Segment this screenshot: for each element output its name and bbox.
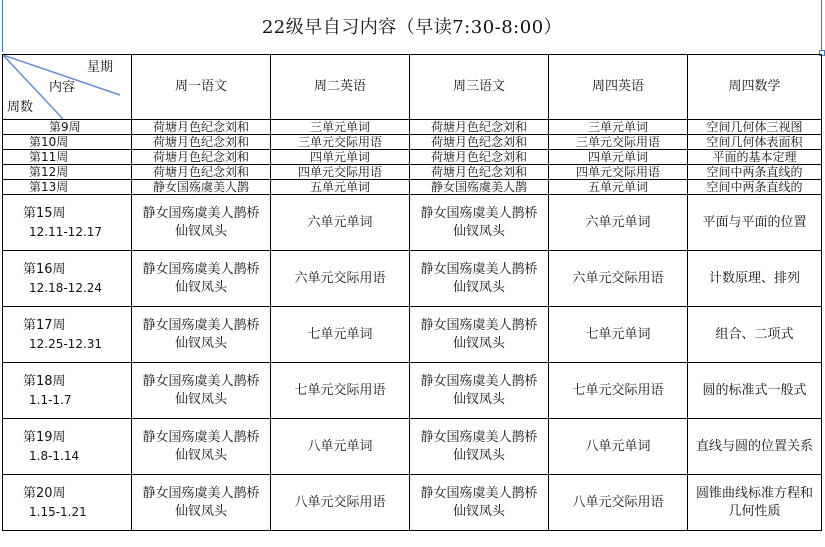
corner-day-label: 星期 <box>87 60 114 75</box>
week-dates: 1.1-1.7 <box>29 392 72 407</box>
cell-mon[interactable]: 静女国殇虞美人鹊桥仙钗凤头 <box>132 419 271 475</box>
cell-wed[interactable]: 荷塘月色纪念刘和 <box>410 165 549 180</box>
cell-thu-en[interactable]: 八单元交际用语 <box>549 475 688 531</box>
cell-wed[interactable]: 静女国殇虞美人鹊 <box>410 180 549 195</box>
cell-mon[interactable]: 静女国殇虞美人鹊桥仙钗凤头 <box>132 251 271 307</box>
table-row <box>3 150 822 165</box>
table-row <box>3 180 822 195</box>
week-cell[interactable] <box>3 251 132 307</box>
cell-mon[interactable]: 静女国殇虞美人鹊桥仙钗凤头 <box>132 307 271 363</box>
cell-tue[interactable]: 四单元单词 <box>271 150 410 165</box>
column-header[interactable]: 周二英语 <box>271 55 410 120</box>
cell-wed[interactable]: 静女国殇虞美人鹊桥仙钗凤头 <box>410 363 549 419</box>
cell-thu-en[interactable]: 四单元单词 <box>549 150 688 165</box>
cell-tue[interactable]: 七单元单词 <box>271 307 410 363</box>
week-dates: 1.15-1.21 <box>29 504 87 519</box>
cell-thu-math[interactable]: 组合、二项式 <box>688 307 822 363</box>
cell-thu-math[interactable]: 计数原理、排列 <box>688 251 822 307</box>
cell-thu-en[interactable]: 三单元单词 <box>549 120 688 135</box>
cell-mon[interactable]: 荷塘月色纪念刘和 <box>132 120 271 135</box>
cell-thu-en[interactable]: 五单元单词 <box>549 180 688 195</box>
cell-mon[interactable]: 荷塘月色纪念刘和 <box>132 135 271 150</box>
week-cell[interactable] <box>3 180 132 195</box>
week-label: 第17周 <box>23 317 66 333</box>
schedule-table <box>2 54 822 531</box>
header-row <box>3 55 822 120</box>
column-header[interactable]: 周一语文 <box>132 55 271 120</box>
table-row <box>3 363 822 419</box>
cell-tue[interactable]: 三单元交际用语 <box>271 135 410 150</box>
cell-thu-en[interactable]: 六单元单词 <box>549 195 688 251</box>
column-header[interactable]: 周四数学 <box>688 55 822 120</box>
week-label: 第13周 <box>29 179 69 194</box>
cell-tue[interactable]: 八单元交际用语 <box>271 475 410 531</box>
column-header[interactable]: 周四英语 <box>549 55 688 120</box>
week-cell[interactable] <box>3 135 132 150</box>
cell-thu-math[interactable]: 圆锥曲线标准方程和几何性质 <box>688 475 822 531</box>
diagonal-header-cell[interactable] <box>3 55 132 120</box>
cell-tue[interactable]: 八单元单词 <box>271 419 410 475</box>
week-dates: 1.8-1.14 <box>29 448 80 463</box>
cell-wed[interactable]: 荷塘月色纪念刘和 <box>410 120 549 135</box>
cell-mon[interactable]: 静女国殇虞美人鹊桥仙钗凤头 <box>132 195 271 251</box>
table-row <box>3 419 822 475</box>
cell-thu-math[interactable]: 空间几何体表面积 <box>688 135 822 150</box>
week-cell[interactable] <box>3 195 132 251</box>
corner-content-label: 内容 <box>49 80 76 95</box>
cell-tue[interactable]: 五单元单词 <box>271 180 410 195</box>
cell-thu-math[interactable]: 直线与圆的位置关系 <box>688 419 822 475</box>
cell-thu-math[interactable]: 平面与平面的位置 <box>688 195 822 251</box>
week-label: 第18周 <box>23 373 66 389</box>
cell-tue[interactable]: 三单元单词 <box>271 120 410 135</box>
week-label: 第19周 <box>23 429 66 445</box>
cell-wed[interactable]: 静女国殇虞美人鹊桥仙钗凤头 <box>410 307 549 363</box>
cell-wed[interactable]: 静女国殇虞美人鹊桥仙钗凤头 <box>410 475 549 531</box>
week-dates: 12.25-12.31 <box>29 336 103 351</box>
cell-thu-en[interactable]: 三单元交际用语 <box>549 135 688 150</box>
corner-week-label: 周数 <box>7 100 34 115</box>
week-cell[interactable] <box>3 165 132 180</box>
cell-wed[interactable]: 荷塘月色纪念刘和 <box>410 150 549 165</box>
week-label: 第16周 <box>23 261 66 277</box>
week-label: 第12周 <box>29 164 69 179</box>
week-cell[interactable] <box>3 307 132 363</box>
cell-thu-en[interactable]: 七单元交际用语 <box>549 363 688 419</box>
week-cell[interactable] <box>3 419 132 475</box>
cell-tue[interactable]: 七单元交际用语 <box>271 363 410 419</box>
cell-wed[interactable]: 静女国殇虞美人鹊桥仙钗凤头 <box>410 419 549 475</box>
cell-mon[interactable]: 静女国殇虞美人鹊桥仙钗凤头 <box>132 363 271 419</box>
week-label: 第20周 <box>23 485 66 501</box>
cell-thu-math[interactable]: 空间中两条直线的 <box>688 180 822 195</box>
cell-thu-en[interactable]: 七单元单词 <box>549 307 688 363</box>
table-row <box>3 307 822 363</box>
cell-wed[interactable]: 静女国殇虞美人鹊桥仙钗凤头 <box>410 195 549 251</box>
cell-tue[interactable]: 六单元交际用语 <box>271 251 410 307</box>
week-cell[interactable] <box>3 120 132 135</box>
cell-thu-math[interactable]: 空间中两条直线的 <box>688 165 822 180</box>
cell-wed[interactable]: 静女国殇虞美人鹊桥仙钗凤头 <box>410 251 549 307</box>
cell-tue[interactable]: 六单元单词 <box>271 195 410 251</box>
table-row <box>3 195 822 251</box>
column-header[interactable]: 周三语文 <box>410 55 549 120</box>
cell-thu-math[interactable]: 圆的标准式一般式 <box>688 363 822 419</box>
week-label: 第9周 <box>49 119 81 134</box>
cell-thu-en[interactable]: 六单元交际用语 <box>549 251 688 307</box>
cell-thu-math[interactable]: 空间几何体三视图 <box>688 120 822 135</box>
cell-thu-en[interactable]: 四单元交际用语 <box>549 165 688 180</box>
week-cell[interactable] <box>3 475 132 531</box>
week-label: 第10周 <box>29 134 69 149</box>
cell-mon[interactable]: 静女国殇虞美人鹊桥仙钗凤头 <box>132 475 271 531</box>
week-cell[interactable] <box>3 363 132 419</box>
table-row <box>3 165 822 180</box>
table-row <box>3 251 822 307</box>
cell-wed[interactable]: 荷塘月色纪念刘和 <box>410 135 549 150</box>
week-label: 第11周 <box>29 149 69 164</box>
week-dates: 12.11-12.17 <box>29 224 103 239</box>
cell-tue[interactable]: 四单元交际用语 <box>271 165 410 180</box>
table-row <box>3 120 822 135</box>
sheet-title: 22级早自习内容（早读7:30-8:00） <box>261 17 563 38</box>
cell-mon[interactable]: 荷塘月色纪念刘和 <box>132 165 271 180</box>
sheet-title-cell[interactable] <box>2 0 822 52</box>
table-row <box>3 135 822 150</box>
cell-thu-en[interactable]: 八单元单词 <box>549 419 688 475</box>
week-cell[interactable] <box>3 150 132 165</box>
cell-mon[interactable]: 荷塘月色纪念刘和 <box>132 150 271 165</box>
cell-thu-math[interactable]: 平面的基本定理 <box>688 150 822 165</box>
table-row <box>3 475 822 531</box>
week-dates: 12.18-12.24 <box>29 280 103 295</box>
week-label: 第15周 <box>23 205 66 221</box>
cell-mon[interactable]: 静女国殇虞美人鹊 <box>132 180 271 195</box>
